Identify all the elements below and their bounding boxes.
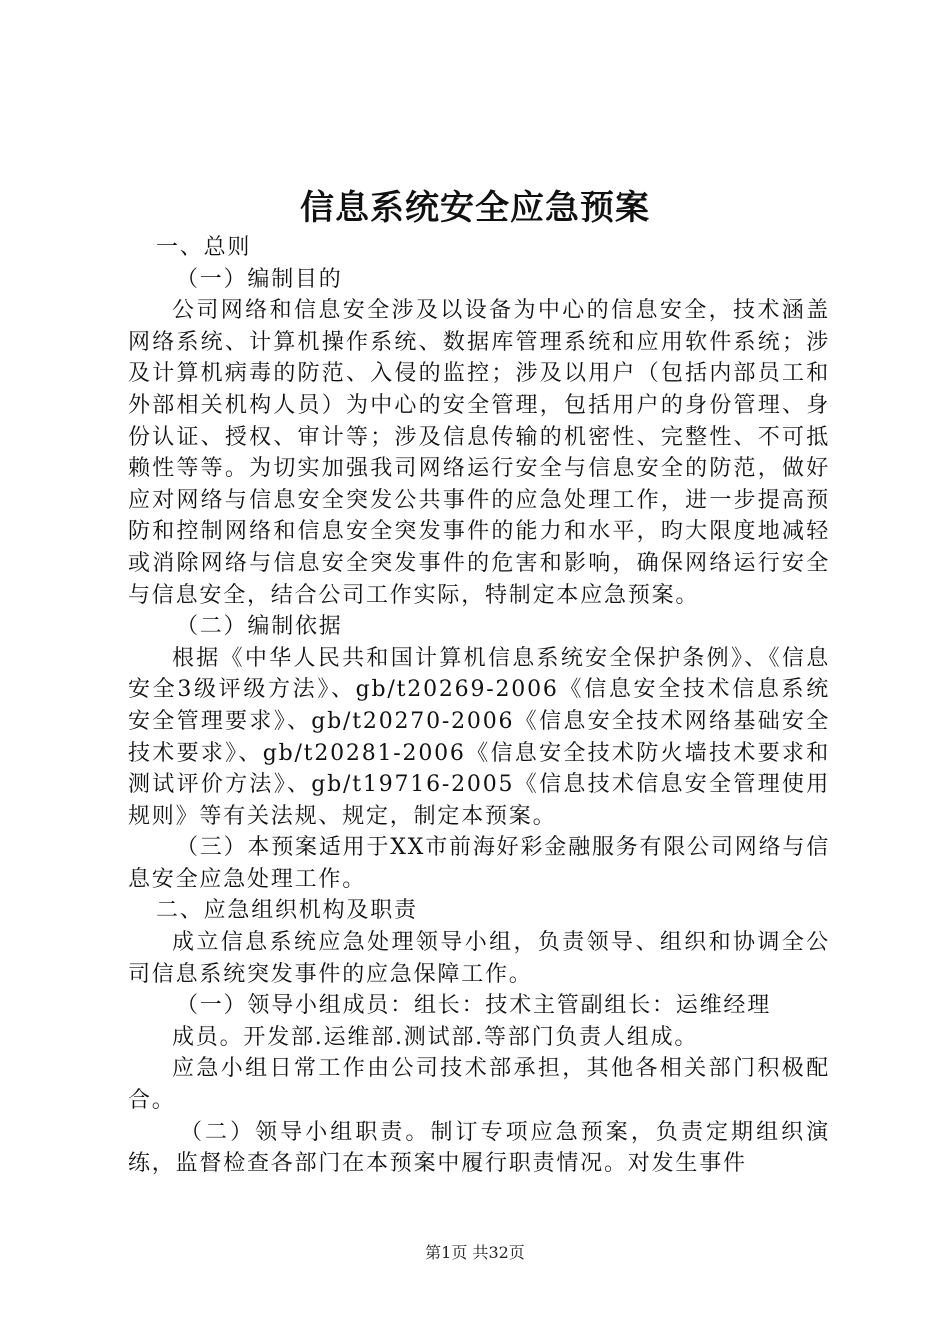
subsection-heading-basis: （二）编制依据 [176,614,343,640]
paragraph-organization: 成立信息系统应急处理领导小组，负责领导、组织和协调全公司信息系统突发事件的应急保障工作。 [128,930,830,987]
paragraph-members: 成员。开发部.运维部.测试部.等部门负责人组成。 [172,1024,699,1050]
document-title: 信息系统安全应急预案 [300,188,650,228]
section-heading-general: 一、总则 [156,235,252,260]
paragraph-basis: 根据《中华人民共和国计算机信息系统安全保护条例》、《信息安全3级评级方法》、gb/t20269-2006《信息安全技术信息系统安全管理要求》、gb/t20270-2006《信息安全技术网络基础安全技术要求》、gb/t20281-2006《信息安全技术防火墙技术要求和测试评价方法》、gb/t19716-2005《信息技术信息安全管理使用规则》等有关法规、规定，制定本预案。 [128,645,830,829]
paragraph-leader-members: （一）领导小组成员：组长：技术主管副组长：运维经理 [176,993,772,1019]
section-heading-organization: 二、应急组织机构及职责 [156,898,418,924]
paragraph-daily-work: 应急小组日常工作由公司技术部承担，其他各相关部门积极配合。 [128,1056,830,1114]
paragraph-purpose: 公司网络和信息安全涉及以设备为中心的信息安全，技术涵盖网络系统、计算机操作系统、数据库管理系统和应用软件系统；涉及计算机病毒的防范、入侵的监控；涉及以用户（包括内部员工和外部相关机构人员）为中心的安全管理，包括用户的身份管理、身份认证、授权、审计等；涉及信息传输的机密性、完整性、不可抵赖性等等。为切实加强我司网络运行安全与信息安全的防范，做好应对网络与信息安全突发公共事件的应急处理工作，进一步提高预防和控制网络和信息安全突发事件的能力和水平，昀大限度地减轻或消除网络与信息安全突发事件的危害和影响，确保网络运行安全与信息安全，结合公司工作实际，特制定本应急预案。 [128,298,830,608]
page-footer: 第1页 共32页 [425,1243,525,1262]
paragraph-leader-duties: （二）领导小组职责。制订专项应急预案，负责定期组织演练，监督检查各部门在本预案中履行职责情况。对发生事件 [128,1119,830,1177]
subsection-heading-purpose: （一）编制目的 [176,266,343,292]
document-body [128,232,830,1180]
paragraph-scope: （三）本预案适用于XX市前海好彩金融服务有限公司网络与信息安全应急处理工作。 [128,835,830,892]
